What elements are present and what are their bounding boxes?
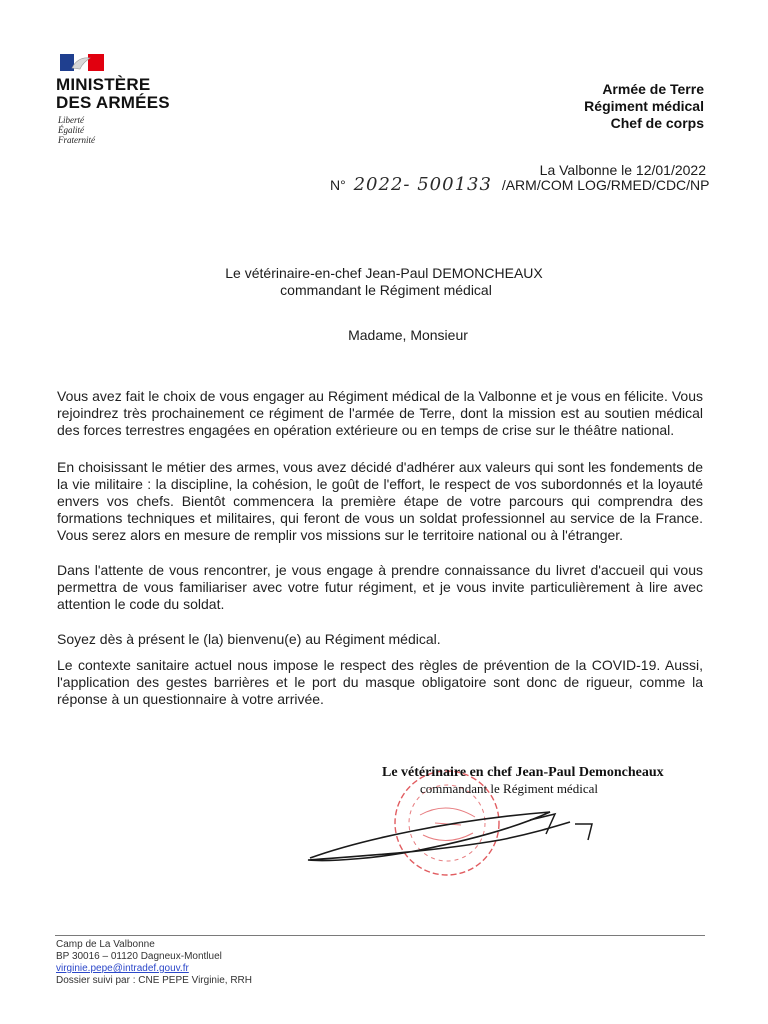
signature-title: Le vétérinaire en chef Jean-Paul Demoncheaux	[382, 765, 664, 780]
footer-address-line2: BP 30016 – 01120 Dagneux-Montluel	[56, 951, 222, 962]
salutation: Madame, Monsieur	[348, 327, 468, 343]
footer-email-link[interactable]: virginie.pepe@intradef.gouv.fr	[56, 963, 189, 974]
sender-function: commandant le Régiment médical	[280, 282, 492, 298]
motto-egalite: Égalité	[58, 125, 84, 135]
reference-number	[330, 174, 710, 195]
paragraph-2: En choisissant le métier des armes, vous avez décidé d'adhérer aux valeurs qui sont les fondements de la vie militaire : la discipline, la cohésion, le goût de l'effort, le respect de vos subordonnés et la loyauté envers vos chefs. Bientôt commencera la première étape de votre parcours qui comprendra des formations techniques et militaires, qui feront de vous un soldat professionnel au service de la France. Vous serez alors en mesure de remplir vos missions sur le territoire national ou à l'étranger.	[57, 459, 703, 543]
signature-subtitle: commandant le Régiment médical	[420, 781, 598, 796]
footer-divider	[55, 935, 705, 936]
footer-followed-by: Dossier suivi par : CNE PEPE Virginie, RRH	[56, 975, 252, 986]
place-and-date: La Valbonne le 12/01/2022	[539, 162, 706, 178]
motto-fraternite: Fraternité	[58, 135, 95, 145]
reference-code: /ARM/COM LOG/RMED/CDC/NP	[501, 177, 710, 193]
sender-name: Le vétérinaire-en-chef Jean-Paul DEMONCHEAUX	[225, 265, 543, 281]
ministry-name-line2: DES ARMÉES	[56, 93, 170, 112]
header-chef-de-corps: Chef de corps	[610, 115, 704, 131]
reference-handwritten: 2022- 500133	[353, 174, 492, 195]
header-regiment: Régiment médical	[584, 98, 704, 114]
paragraph-1: Vous avez fait le choix de vous engager au Régiment médical de la Valbonne et je vous en félicite. Vous rejoindrez très prochainement ce régiment de l'armée de Terre, dont la mission est au soutien médical des forces terrestres engagées en opération extérieure ou en temps de crise sur le théâtre national.	[57, 388, 703, 438]
paragraph-3: Dans l'attente de vous rencontrer, je vous engage à prendre connaissance du livret d'accueil qui vous permettra de vous familiariser avec votre futur régiment, et je vous invite particulièrement à lire avec attention le code du soldat.	[57, 562, 703, 612]
paragraph-4: Soyez dès à présent le (la) bienvenu(e) au Régiment médical.	[57, 631, 441, 647]
handwritten-signature	[300, 800, 600, 870]
reference-prefix: N°	[330, 177, 346, 193]
footer-address-line1: Camp de La Valbonne	[56, 939, 155, 950]
marianne-flag-logo	[60, 54, 104, 71]
header-army: Armée de Terre	[602, 81, 704, 97]
ministry-name-line1: MINISTÈRE	[56, 75, 151, 94]
motto-liberte: Liberté	[58, 115, 84, 125]
paragraph-5: Le contexte sanitaire actuel nous impose le respect des règles de prévention de la COVID-19. Aussi, l'application des gestes barrières et le port du masque obligatoire sont donc de rigueur, comme la réponse à un questionnaire à votre arrivée.	[57, 657, 703, 707]
